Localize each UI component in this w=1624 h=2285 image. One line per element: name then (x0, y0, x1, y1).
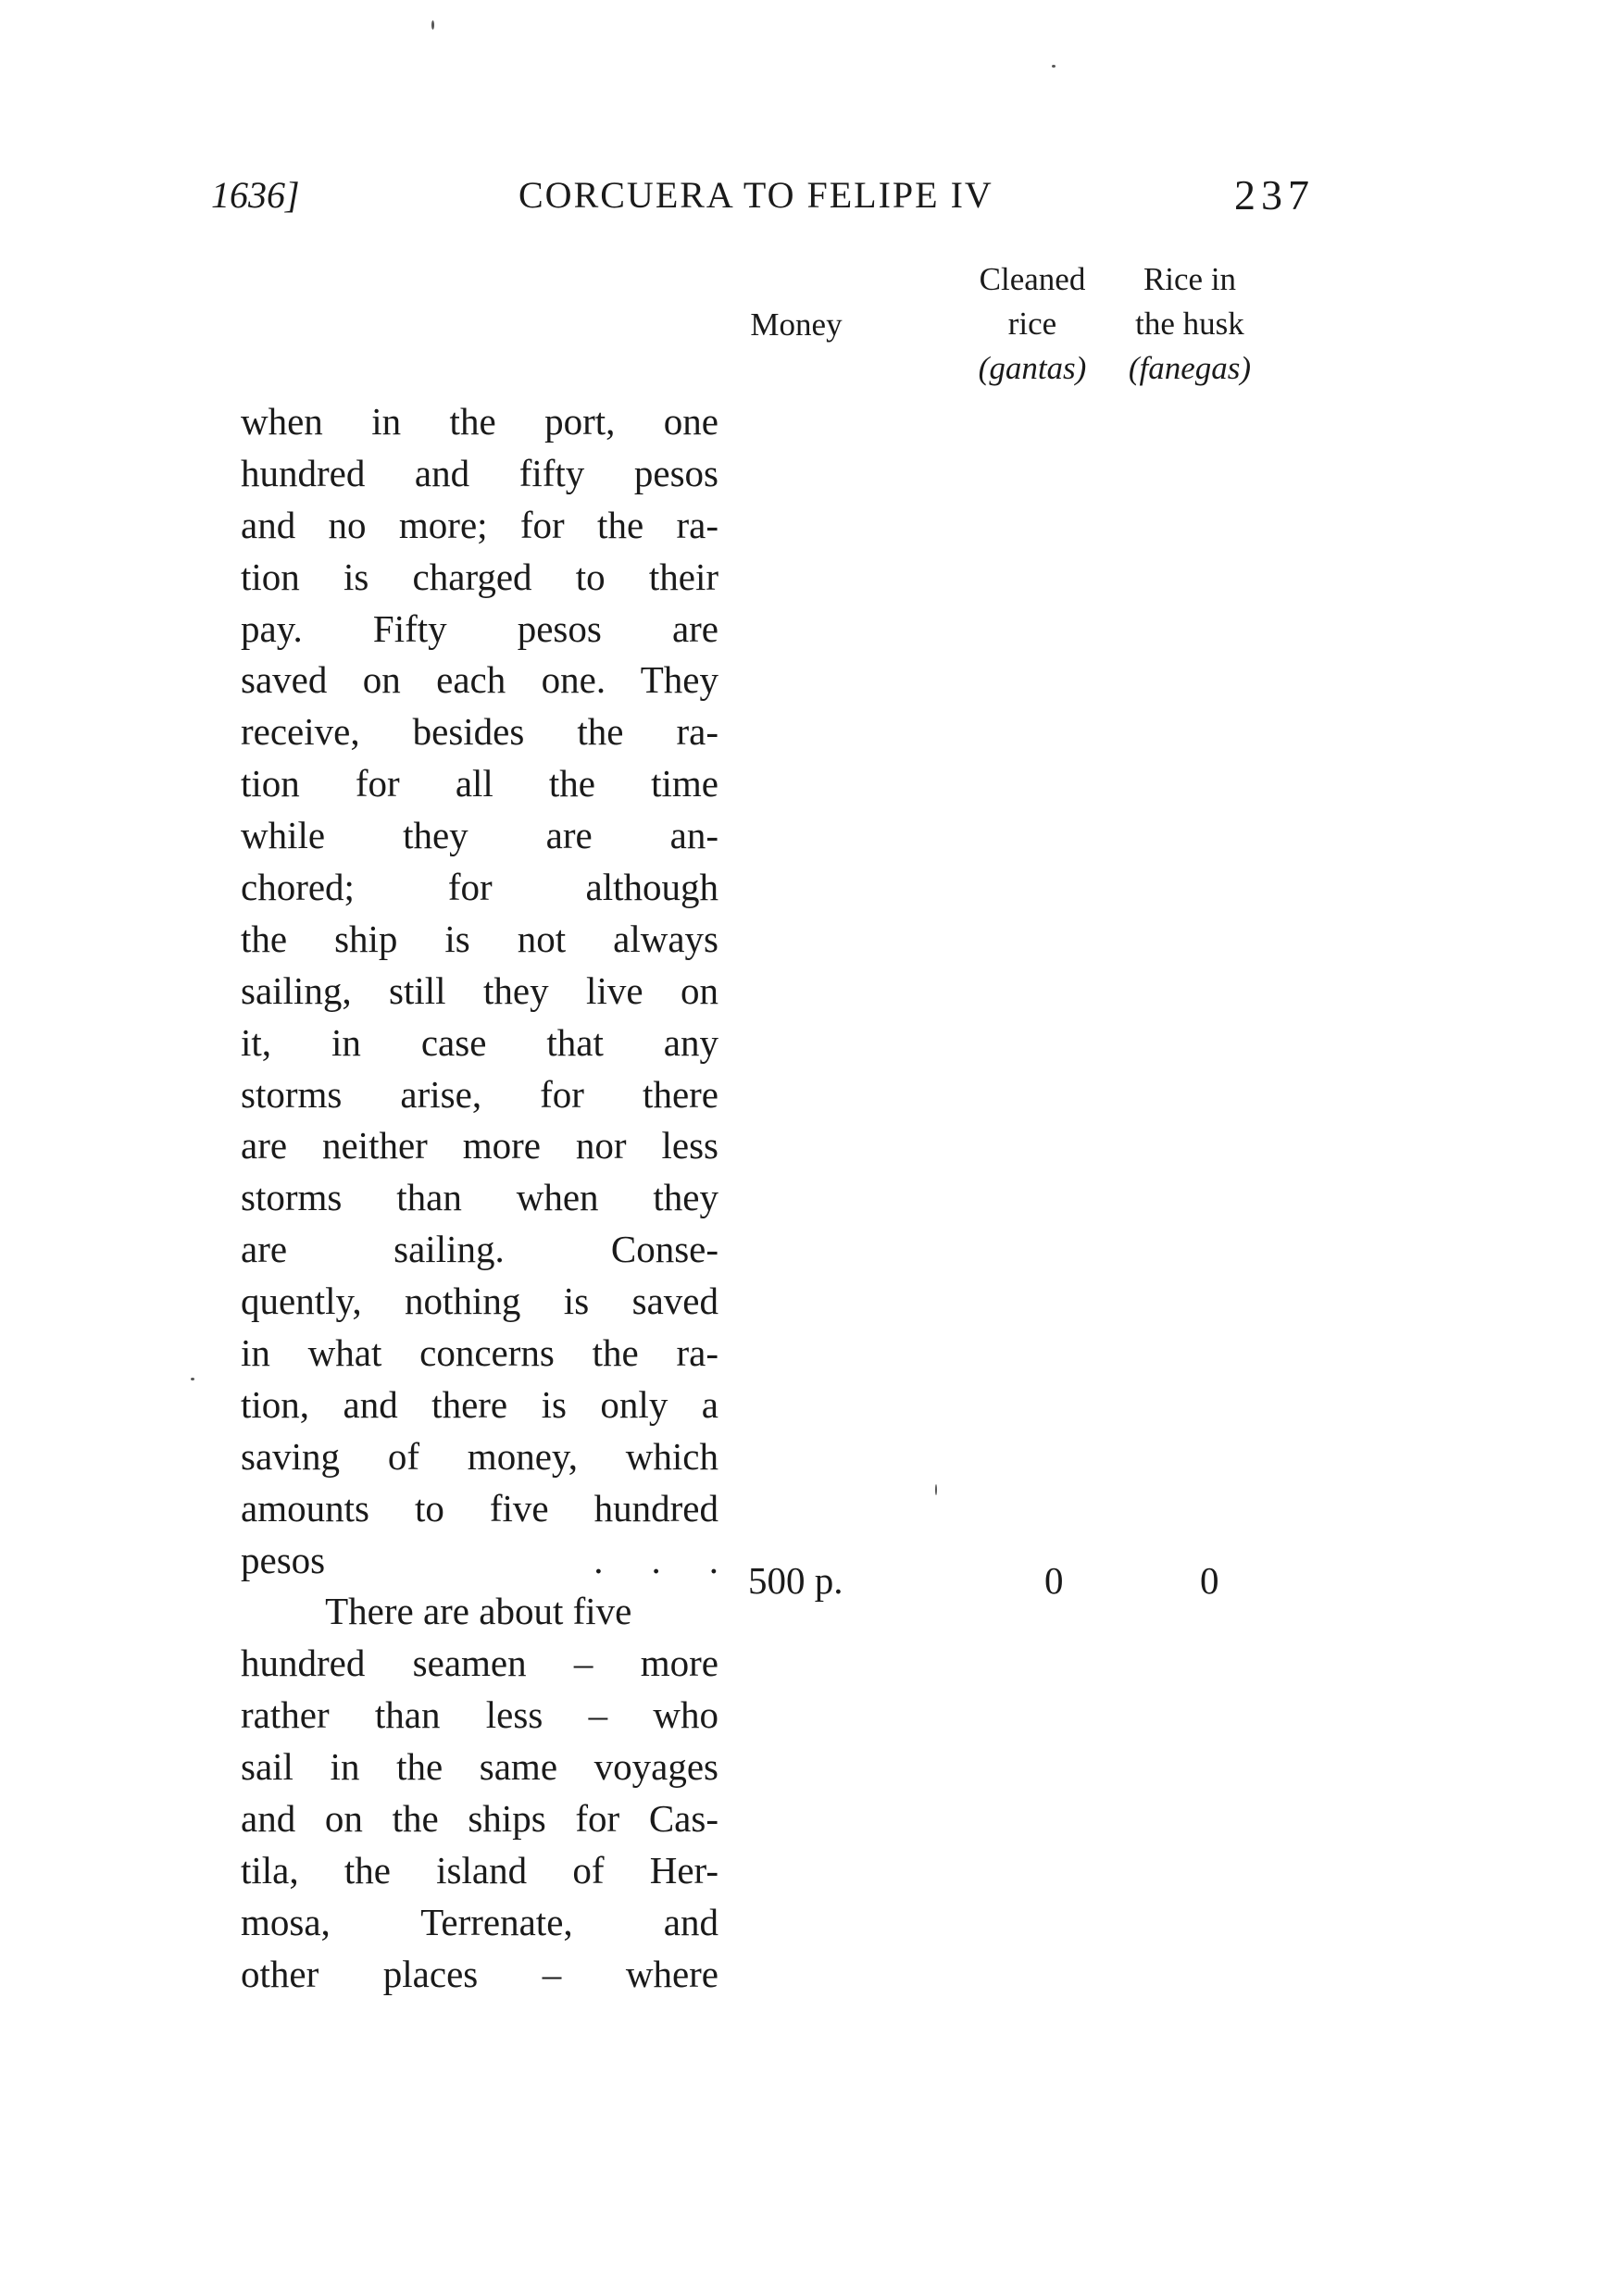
body-line: it, in case that any (241, 1020, 718, 1064)
entry-line (241, 1535, 767, 1587)
body-line: tion for all the time (241, 762, 718, 805)
body-line: mosa, Terrenate, and (241, 1900, 718, 1943)
entry-cleaned-rice-value: 0 (1044, 1559, 1064, 1602)
column-header-money (722, 303, 870, 347)
entry-money-value: 500 p. (748, 1559, 843, 1602)
body-line: tion is charged to their (241, 555, 718, 598)
body-line: sailing, still they live on (241, 968, 718, 1012)
column-header-cleaned-line2: rice (1007, 306, 1057, 342)
column-header-cleaned-rice (940, 257, 1125, 391)
body-line: when in the port, one (241, 400, 718, 443)
body-line: storms than when they (241, 1176, 718, 1219)
body-line: saving of money, which (241, 1434, 718, 1478)
scan-speck (1052, 65, 1056, 68)
column-header-husk-line1: Rice in (1143, 261, 1237, 297)
body-line: tion, and there is only a (241, 1382, 718, 1426)
body-line: and no more; for the ra- (241, 503, 718, 546)
body-line: the ship is not always (241, 917, 718, 960)
body-line: hundred and fifty pesos (241, 451, 718, 494)
body-line: and on the ships for Cas- (241, 1797, 718, 1841)
entry-word: pesos (241, 1538, 326, 1581)
scan-speck (431, 20, 434, 30)
body-text (241, 396, 767, 2001)
body-line: storms arise, for there (241, 1072, 718, 1116)
entry-rice-in-husk-value: 0 (1200, 1559, 1219, 1602)
column-header-husk-line2: the husk (1135, 306, 1244, 342)
body-line: chored; for although (241, 866, 718, 909)
scan-speck (935, 1484, 937, 1495)
body-line: other places – where (241, 1952, 718, 1995)
column-header-husk-unit: (fanegas) (1128, 350, 1252, 386)
body-line: tila, the island of Her- (241, 1848, 718, 1892)
running-title: CORCUERA TO FELIPE IV (518, 174, 993, 216)
body-line: while they are an- (241, 814, 718, 857)
leader-dots: ... (593, 1538, 767, 1581)
column-header-money-label: Money (750, 306, 843, 343)
body-line: saved on each one. They (241, 658, 718, 702)
body-line: rather than less – who (241, 1693, 718, 1737)
page-number: 237 (1234, 171, 1315, 219)
column-header-cleaned-line1: Cleaned (979, 261, 1086, 297)
body-line: are neither more nor less (241, 1124, 718, 1167)
column-header-rice-in-husk (1106, 257, 1273, 391)
header-year: 1636] (211, 174, 300, 216)
body-line: amounts to five hundred (241, 1486, 718, 1530)
body-line: hundred seamen – more (241, 1642, 718, 1685)
body-line: sail in the same voyages (241, 1745, 718, 1789)
body-line: quently, nothing is saved (241, 1280, 718, 1323)
body-line: pay. Fifty pesos are (241, 606, 718, 650)
body-line: in what concerns the ra- (241, 1331, 718, 1375)
body-line: receive, besides the ra- (241, 710, 718, 754)
scan-speck (191, 1378, 194, 1380)
body-line: There are about five (325, 1590, 632, 1633)
column-header-cleaned-unit: (gantas) (978, 350, 1087, 386)
body-line: are sailing. Conse- (241, 1228, 718, 1271)
